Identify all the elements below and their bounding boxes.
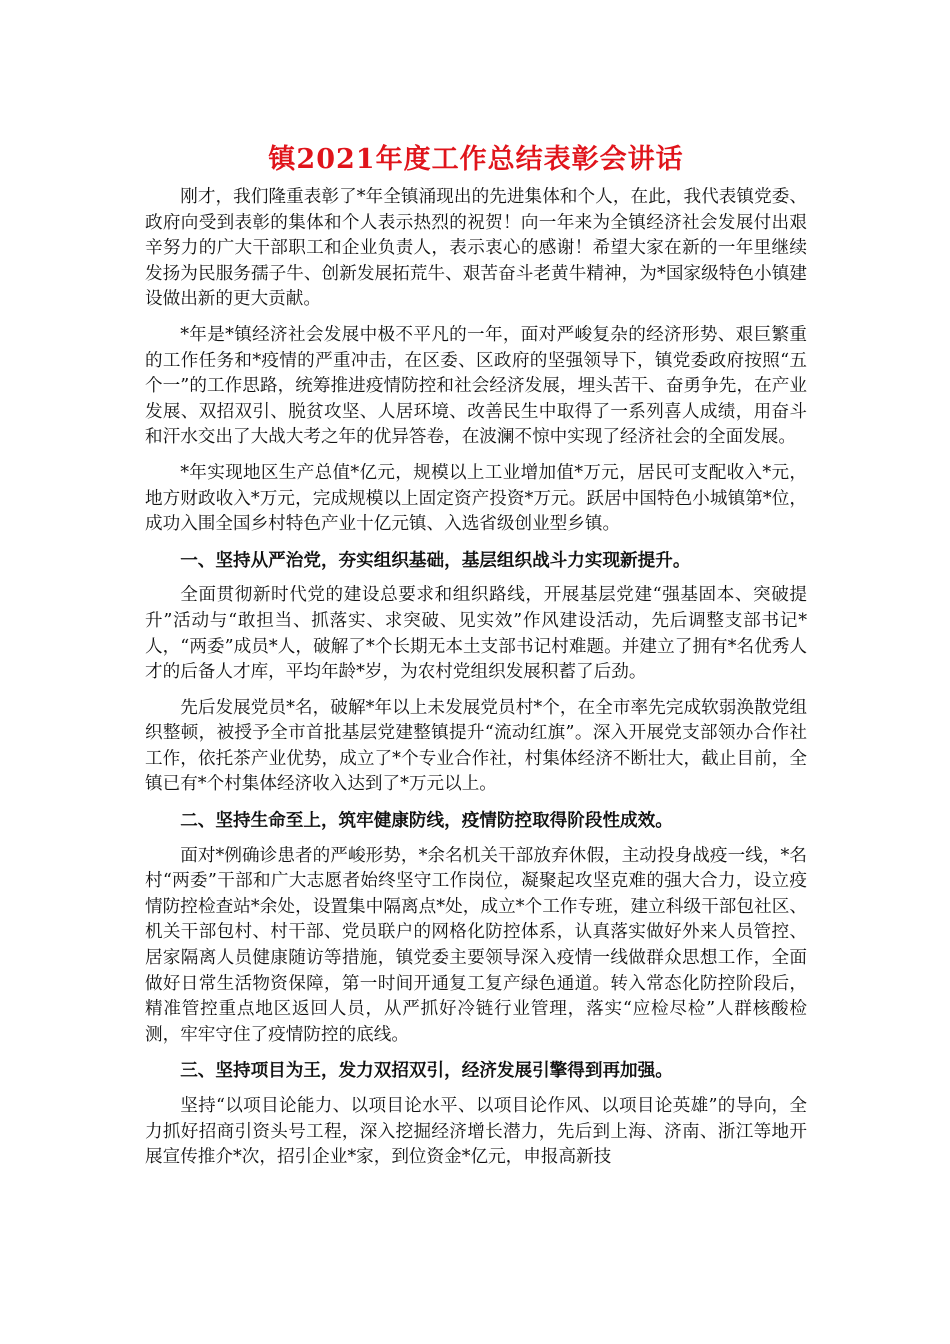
document-title: 镇2021年度工作总结表彰会讲话 xyxy=(268,144,684,175)
paragraph-economic-figures: *年实现地区生产总值*亿元，规模以上工业增加值*万元，居民可支配收入*元，地方财政收入*万元，完成规模以上固定资产投资*万元。跃居中国特色小城镇第*位，成功入围全国乡村特色产业十亿元镇、入选省级创业型乡镇。 xyxy=(145,462,807,535)
paragraph-party-building-2: 先后发展党员*名，破解*年以上未发展党员村*个，在全市率先完成软弱涣散党组织整顿，被授予全市首批基层党建整镇提升“流动红旗”。深入开展党支部领办合作社工作，依托茶产业优势，成立了*个专业合作社，村集体经济不断壮大，截止目前，全镇已有*个村集体经济收入达到了*万元以上。 xyxy=(145,697,807,795)
paragraph-opening: 刚才，我们隆重表彰了*年全镇涌现出的先进集体和个人，在此，我代表镇党委、政府向受到表彰的集体和个人表示热烈的祝贺！向一年来为全镇经济社会发展付出艰辛努力的广大干部职工和企业负责人，表示衷心的感谢！希望大家在新的一年里继续发扬为民服务孺子牛、创新发展拓荒牛、艰苦奋斗老黄牛精神，为*国家级特色小镇建设做出新的更大贡献。 xyxy=(145,187,807,310)
section-heading-party-building: 一、坚持从严治党，夯实组织基础，基层组织战斗力实现新提升。 xyxy=(180,549,691,571)
section-heading-projects: 三、坚持项目为王，发力双招双引，经济发展引擎得到再加强。 xyxy=(180,1060,673,1082)
document-page xyxy=(145,140,807,1181)
paragraph-projects: 坚持“以项目论能力、以项目论水平、以项目论作风、以项目论英雄”的导向，全力抓好招商引资头号工程，深入挖掘经济增长潜力，先后到上海、济南、浙江等地开展宣传推介*次，招引企业*家，到位资金*亿元，申报高新技 xyxy=(145,1096,807,1168)
section-heading-epidemic-control: 二、坚持生命至上，筑牢健康防线，疫情防控取得阶段性成效。 xyxy=(180,810,673,832)
paragraph-epidemic-control: 面对*例确诊患者的严峻形势，*余名机关干部放弃休假，主动投身战疫一线，*名村“两委”干部和广大志愿者始终坚守工作岗位，凝聚起攻坚克难的强大合力，设立疫情防控检查站*余处，设置集中隔离点*处，成立*个工作专班，建立科级干部包社区、机关干部包村、村干部、党员联户的网格化防控体系，认真落实做好外来人员管控、居家隔离人员健康随访等措施，镇党委主要领导深入疫情一线做群众思想工作，全面做好日常生活物资保障，第一时间开通复工复产绿色通道。转入常态化防控阶段后，精准管控重点地区返回人员，从严抓好冷链行业管理，落实“应检尽检”人群核酸检测，牢牢守住了疫情防控的底线。 xyxy=(145,845,807,1045)
paragraph-party-building-1: 全面贯彻新时代党的建设总要求和组织路线，开展基层党建“强基固本、突破提升”活动与“敢担当、抓落实、求突破、见实效”作风建设活动，先后调整支部书记*人，“两委”成员*人，破解了*个长期无本土支部书记村难题。并建立了拥有*名优秀人才的后备人才库，平均年龄*岁，为农村党组织发展积蓄了后劲。 xyxy=(145,585,807,683)
paragraph-overview: *年是*镇经济社会发展中极不平凡的一年，面对严峻复杂的经济形势、艰巨繁重的工作任务和*疫情的严重冲击，在区委、区政府的坚强领导下，镇党委政府按照“五个一”的工作思路，统筹推进疫情防控和社会经济发展，埋头苦干、奋勇争先，在产业发展、双招双引、脱贫攻坚、人居环境、改善民生中取得了一系列喜人成绩，用奋斗和汗水交出了大战大考之年的优异答卷，在波澜不惊中实现了经济社会的全面发展。 xyxy=(145,324,807,448)
